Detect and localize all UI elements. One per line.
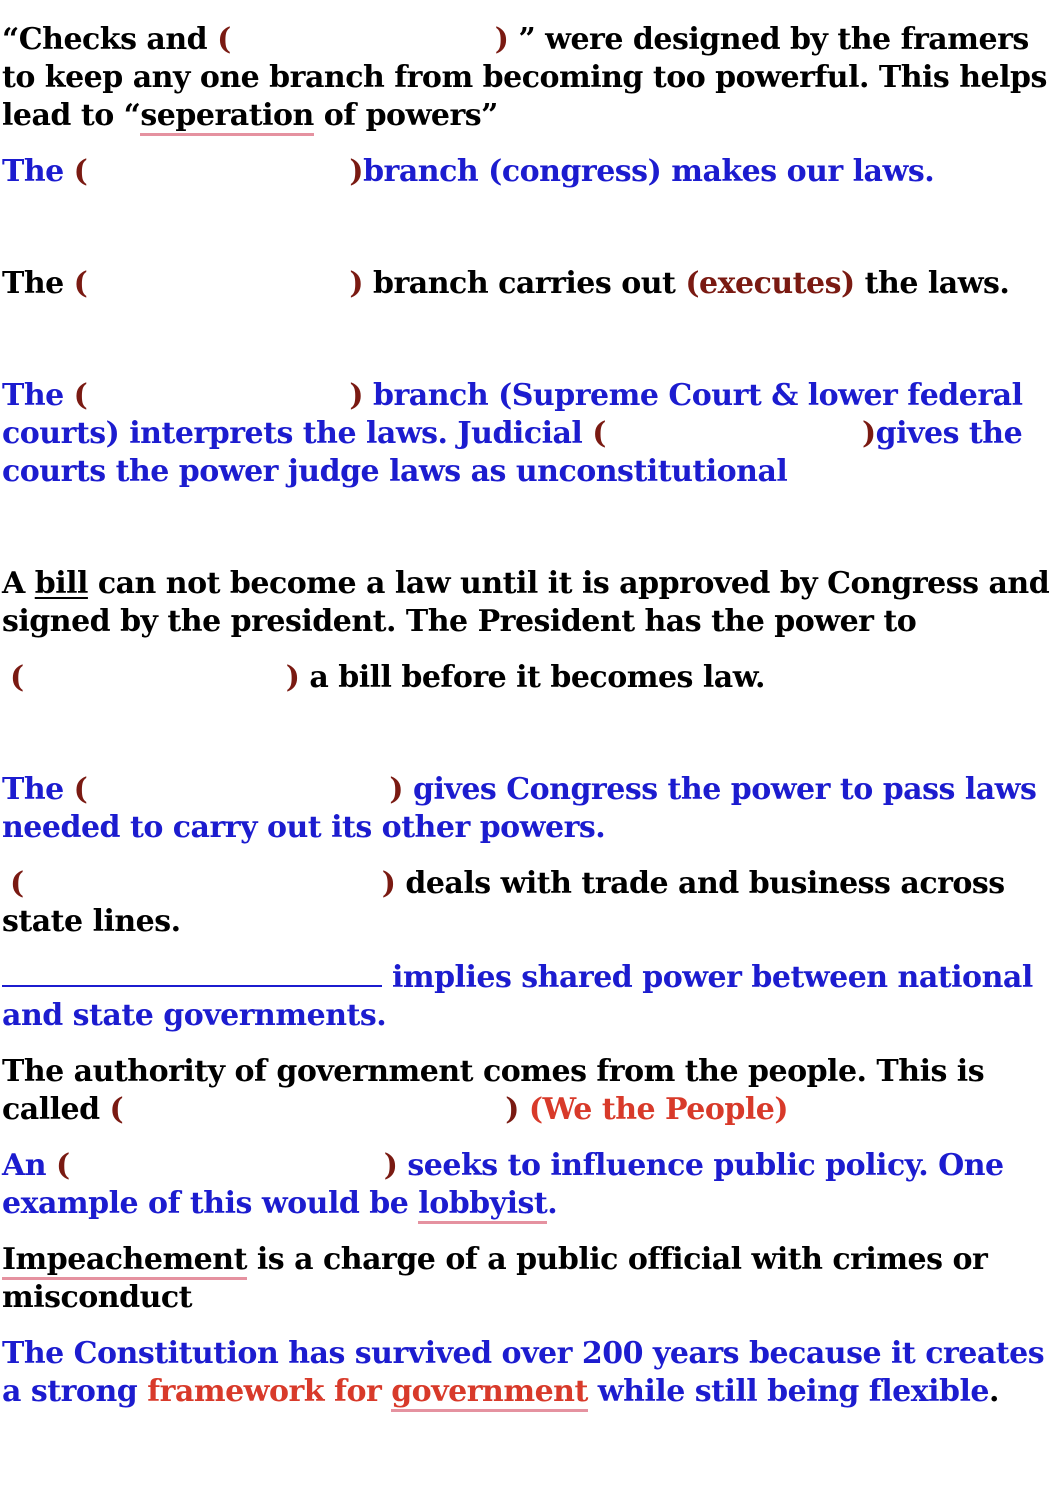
paragraph-popular-sovereignty <box>2 1053 1054 1129</box>
text: The authority of government comes from the people. This is <box>2 1054 985 1089</box>
text: ” were designed by the framers <box>508 22 1029 57</box>
text: The Constitution has survived over 200 years because it creates <box>2 1336 1045 1371</box>
paragraph-executive <box>2 265 1054 303</box>
text: The <box>2 154 74 189</box>
text: of powers” <box>313 98 498 133</box>
blank-close-paren: ) <box>505 1092 519 1127</box>
text: called <box>2 1092 110 1127</box>
paragraph-elastic-clause <box>2 771 1054 847</box>
text: and state governments. <box>2 998 387 1033</box>
paragraph-bill <box>2 565 1054 641</box>
paragraph-impeachment <box>2 1241 1054 1317</box>
text: to keep any one branch from becoming too powerful. This helps <box>2 60 1047 95</box>
misspelled-word: Impeachement <box>2 1242 247 1280</box>
text: seeks to influence public policy. One <box>397 1148 1004 1183</box>
paragraph-legislative <box>2 153 1054 191</box>
text: branch carries out <box>363 266 686 301</box>
text: branch (congress) makes our laws. <box>363 154 935 189</box>
text: signed by the president. The President has the power to <box>2 604 917 639</box>
blank-open-paren: ( <box>73 154 88 189</box>
blank-close-paren: ) <box>494 22 509 57</box>
blank-open-paren: ( <box>109 1092 124 1127</box>
text: a bill before it becomes law. <box>299 660 765 695</box>
text: misconduct <box>2 1280 193 1315</box>
text: . <box>988 1374 999 1409</box>
text: implies shared power between national <box>382 960 1033 995</box>
framework-term: framework for <box>147 1374 392 1409</box>
blank-close-paren: ) <box>349 154 364 189</box>
text: is a charge of a public official with crimes or <box>246 1242 988 1277</box>
blank-close-paren: ) <box>349 266 364 301</box>
blank-open-paren: ( <box>10 866 24 901</box>
text: state lines. <box>2 904 181 939</box>
paragraph-federalism <box>2 959 1054 1035</box>
text: deals with trade and business across <box>395 866 1005 901</box>
paragraph-commerce-clause <box>2 865 1054 941</box>
text: A <box>2 566 35 601</box>
blank-open-paren: ( <box>217 22 231 57</box>
answer-blank-line[interactable] <box>2 959 382 987</box>
misspelled-word: lobbyist <box>418 1186 547 1224</box>
text: a strong <box>2 1374 148 1409</box>
misspelled-word: seperation <box>140 98 313 136</box>
text: The <box>2 378 74 413</box>
blank-close-paren: ) <box>349 378 364 413</box>
blank-open-paren: ( <box>73 772 88 807</box>
text: An <box>2 1148 57 1183</box>
executes-term: (executes) <box>685 266 855 301</box>
blank-open-paren: ( <box>73 266 88 301</box>
paragraph-judicial <box>2 377 1054 491</box>
text: example of this would be <box>2 1186 419 1221</box>
paragraph-veto <box>2 659 1054 697</box>
blank-close-paren: ) <box>861 416 876 451</box>
text: gives Congress the power to pass laws <box>403 772 1037 807</box>
text: while still being flexible <box>587 1374 989 1409</box>
text: The <box>2 266 74 301</box>
misspelled-word: government <box>391 1374 588 1412</box>
blank-close-paren: ) <box>381 866 396 901</box>
blank-open-paren: ( <box>10 660 24 695</box>
blank-close-paren: ) <box>389 772 404 807</box>
text: the laws. <box>854 266 1010 301</box>
text: courts the power judge laws as unconstitutional <box>2 454 788 489</box>
text: needed to carry out its other powers. <box>2 810 606 845</box>
paragraph-interest-group <box>2 1147 1054 1223</box>
paragraph-constitution <box>2 1335 1054 1411</box>
text: branch (Supreme Court & lower federal <box>363 378 1023 413</box>
bill-term: bill <box>34 566 88 601</box>
we-the-people-hint: (We the People) <box>518 1092 789 1127</box>
blank-open-paren: ( <box>592 416 606 451</box>
text: “Checks and <box>2 22 218 57</box>
text: The <box>2 772 74 807</box>
text: . <box>547 1186 558 1221</box>
blank-close-paren: ) <box>383 1148 398 1183</box>
paragraph-checks-and-balances <box>2 21 1054 135</box>
text: gives the <box>875 416 1023 451</box>
text: can not become a law until it is approved by Congress and <box>87 566 1050 601</box>
blank-open-paren: ( <box>73 378 88 413</box>
text: lead to “ <box>2 98 141 133</box>
blank-close-paren: ) <box>285 660 300 695</box>
text: courts) interprets the laws. Judicial <box>2 416 593 451</box>
blank-open-paren: ( <box>56 1148 70 1183</box>
